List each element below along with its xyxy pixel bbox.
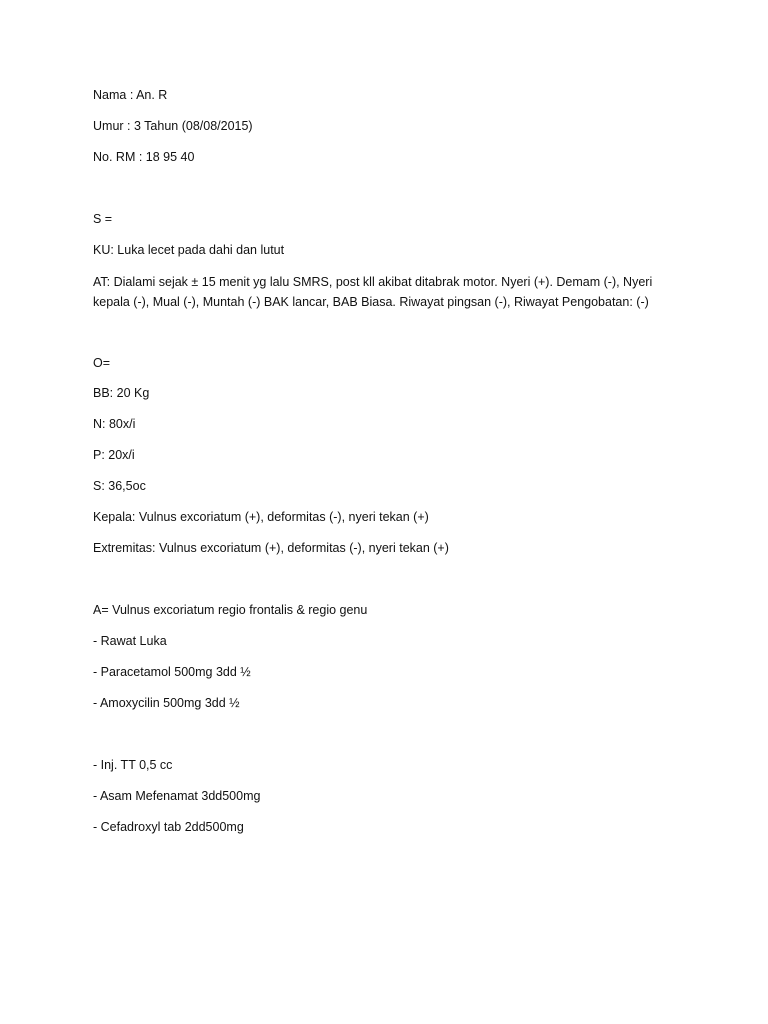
subjective-heading: S = (93, 212, 113, 226)
assessment-item: - Paracetamol 500mg 3dd ½ (93, 665, 251, 679)
plan-item: - Cefadroxyl tab 2dd500mg (93, 820, 244, 834)
assessment-item: - Amoxycilin 500mg 3dd ½ (93, 696, 240, 710)
assessment-line: A= Vulnus excoriatum regio frontalis & regio genu (93, 603, 368, 617)
temperature: S: 36,5oc (93, 479, 146, 493)
pulse: N: 80x/i (93, 417, 136, 431)
head-examination: Kepala: Vulnus excoriatum (+), deformitas (-), nyeri tekan (+) (93, 510, 429, 524)
objective-heading: O= (93, 356, 111, 370)
patient-name: Nama : An. R (93, 88, 168, 102)
medical-record-number: No. RM : 18 95 40 (93, 150, 195, 164)
body-weight: BB: 20 Kg (93, 386, 150, 400)
extremity-examination: Extremitas: Vulnus excoriatum (+), deformitas (-), nyeri tekan (+) (93, 541, 449, 555)
patient-age: Umur : 3 Tahun (08/08/2015) (93, 119, 253, 133)
assessment-item: - Rawat Luka (93, 634, 167, 648)
plan-item: - Asam Mefenamat 3dd500mg (93, 789, 261, 803)
plan-item: - Inj. TT 0,5 cc (93, 758, 173, 772)
history-of-present-illness: AT: Dialami sejak ± 15 menit yg lalu SMRS, post kll akibat ditabrak motor. Nyeri (+). Demam (-), Nyeri kepala (-), Mual (-), Muntah (-) BAK lancar, BAB Biasa. Riwayat pingsan (-), Riwayat Pengobatan: (-) (93, 275, 653, 309)
respiration: P: 20x/i (93, 448, 135, 462)
chief-complaint: KU: Luka lecet pada dahi dan lutut (93, 243, 285, 257)
